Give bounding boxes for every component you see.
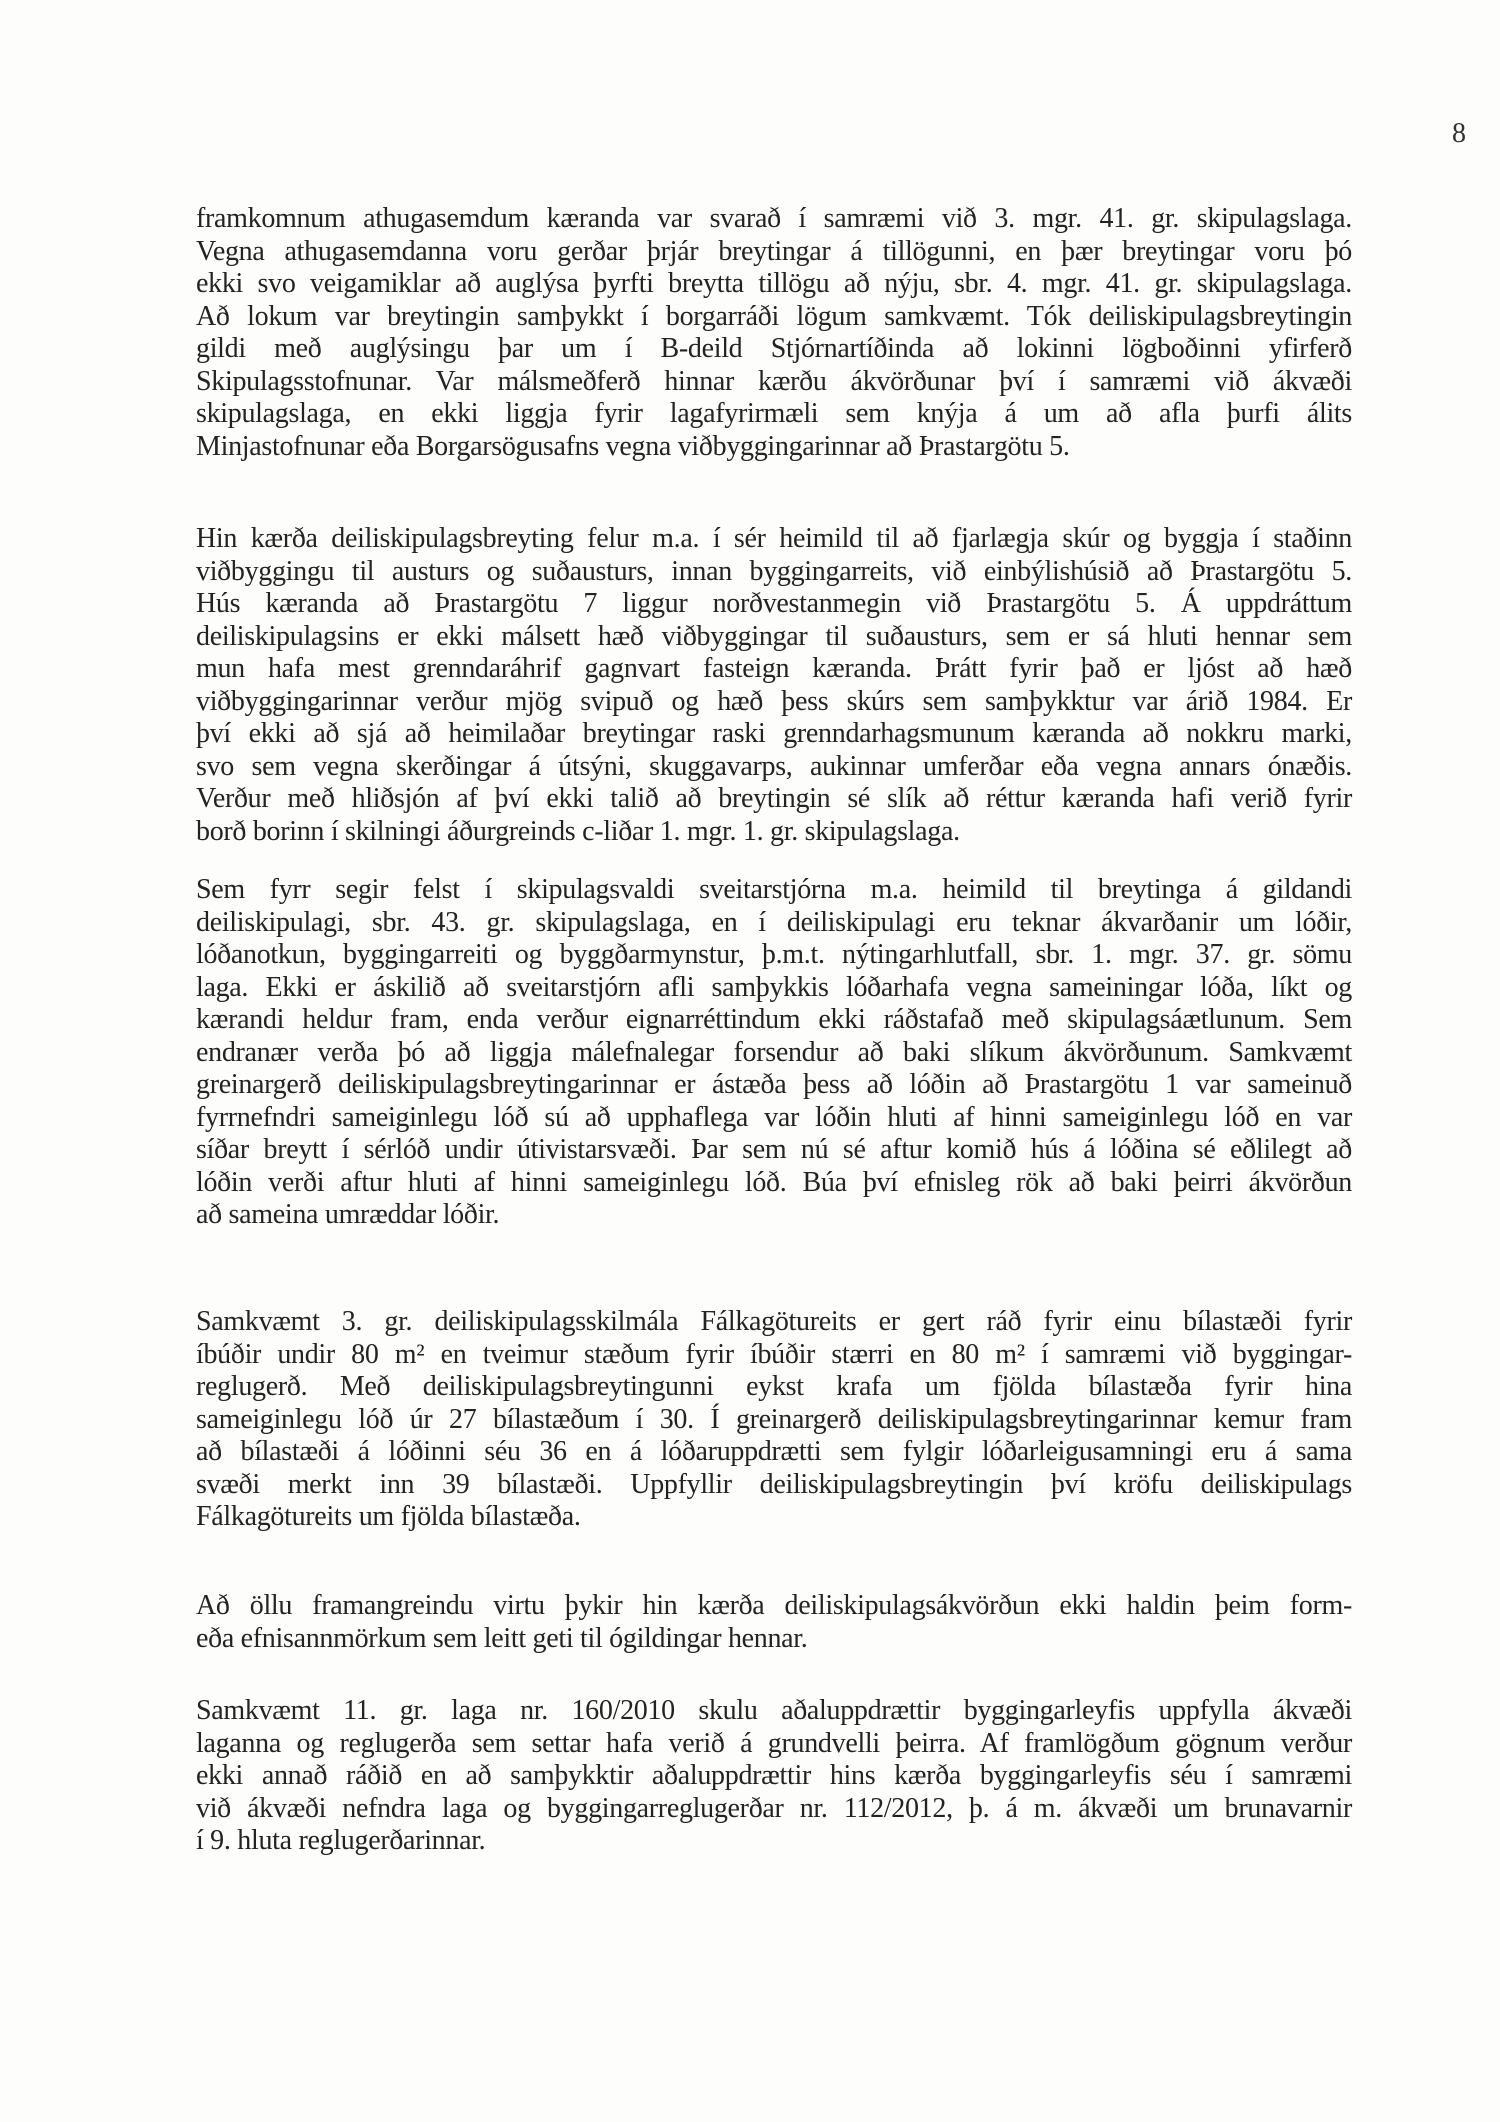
text-line: að bílastæði á lóðinni séu 36 en á lóðaruppdrætti sem fylgir lóðarleigusamningi eru á sama: [196, 1436, 1352, 1467]
text-line: laga. Ekki er áskilið að sveitarstjórn afli samþykkis lóðarhafa vegna sameiningar lóða, líkt og: [196, 971, 1352, 1003]
paragraph: [196, 1590, 1352, 1655]
text-line: Hús kæranda að Þrastargötu 7 liggur norðvestanmegin við Þrastargötu 5. Á uppdráttum: [196, 588, 1352, 619]
text-line: því ekki að sjá að heimilaðar breytingar raski grenndarhagsmunum kæranda að nokkru marki,: [196, 718, 1352, 749]
text-line: borð borinn í skilningi áðurgreinds c-liðar 1. mgr. 1. gr. skipulagslaga.: [196, 815, 960, 847]
text-line: Samkvæmt 3. gr. deiliskipulagsskilmála Fálkagötureits er gert ráð fyrir einu bílastæði fyrir: [196, 1306, 1352, 1337]
paragraph: [196, 874, 1352, 1232]
text-line: laganna og reglugerða sem settar hafa verið á grundvelli þeirra. Af framlögðum gögnum verður: [196, 1727, 1352, 1759]
text-line: fyrrnefndri sameiginlegu lóð sú að upphaflega var lóðin hluti af hinni sameiginlegu lóð en var: [196, 1101, 1352, 1133]
text-line: Minjastofnunar eða Borgarsögusafns vegna viðbyggingarinnar að Þrastargötu 5.: [196, 430, 1070, 462]
text-line: að sameina umræddar lóðir.: [196, 1199, 500, 1230]
text-line: í 9. hluta reglugerðarinnar.: [196, 1825, 486, 1856]
text-line: skipulagslaga, en ekki liggja fyrir lagafyrirmæli sem knýja á um að afla þurfi álits: [196, 398, 1352, 429]
text-line: svæði merkt inn 39 bílastæði. Uppfyllir deiliskipulagsbreytingin því kröfu deiliskipulags: [196, 1468, 1352, 1500]
text-line: reglugerð. Með deiliskipulagsbreytingunni eykst krafa um fjölda bílastæða fyrir hina: [196, 1371, 1352, 1402]
text-line: sameiginlegu lóð úr 27 bílastæðum í 30. Í greinargerð deiliskipulagsbreytingarinnar kemur fram: [196, 1403, 1352, 1435]
text-line: Að öllu framangreindu virtu þykir hin kærða deiliskipulagsákvörðun ekki haldin þeim form-: [196, 1590, 1352, 1621]
text-line: viðbyggingu til austurs og suðausturs, innan byggingarreits, við einbýlishúsið að Þrastargötu 5.: [196, 555, 1352, 587]
text-line: deiliskipulagi, sbr. 43. gr. skipulagslaga, en í deiliskipulagi eru teknar ákvarðanir um lóðir,: [196, 906, 1352, 938]
text-line: Sem fyrr segir felst í skipulagsvaldi sveitarstjórna m.a. heimild til breytinga á gildandi: [196, 874, 1352, 905]
text-line: Vegna athugasemdanna voru gerðar þrjár breytingar á tillögunni, en þær breytingar voru þó: [196, 235, 1352, 267]
text-line: svo sem vegna skerðingar á útsýni, skuggavarps, aukinnar umferðar eða vegna annars ónæðis.: [196, 750, 1352, 782]
text-line: Samkvæmt 11. gr. laga nr. 160/2010 skulu aðaluppdrættir byggingarleyfis uppfylla ákvæði: [196, 1695, 1352, 1726]
text-line: Fálkagötureits um fjölda bílastæða.: [196, 1501, 581, 1532]
text-line: viðbyggingarinnar verður mjög svipuð og hæð þess skúrs sem samþykktur var árið 1984. Er: [196, 685, 1352, 717]
text-line: eða efnisannmörkum sem leitt geti til ógildingar hennar.: [196, 1622, 808, 1654]
text-line: Að lokum var breytingin samþykkt í borgarráði lögum samkvæmt. Tók deiliskipulagsbreytingin: [196, 300, 1352, 332]
paragraph: [196, 203, 1352, 463]
text-line: ekki annað ráðið en að samþykktir aðaluppdrættir hins kærða byggingarleyfis séu í samræmi: [196, 1760, 1352, 1791]
text-line: íbúðir undir 80 m² en tveimur stæðum fyrir íbúðir stærri en 80 m² í samræmi við byggingar-: [196, 1338, 1352, 1370]
text-line: endranær verða þó að liggja málefnalegar forsendur að baki slíkum ákvörðunum. Samkvæmt: [196, 1036, 1352, 1068]
text-line: lóðin verði aftur hluti af hinni sameiginlegu lóð. Búa því efnisleg rök að baki þeirri ákvörðun: [196, 1166, 1352, 1198]
text-line: framkomnum athugasemdum kæranda var svarað í samræmi við 3. mgr. 41. gr. skipulagslaga.: [196, 203, 1352, 234]
text-line: Hin kærða deiliskipulagsbreyting felur m.a. í sér heimild til að fjarlægja skúr og byggja í staðinn: [196, 523, 1352, 554]
text-line: mun hafa mest grenndaráhrif gagnvart fasteign kæranda. Þrátt fyrir það er ljóst að hæð: [196, 653, 1352, 684]
text-line: Skipulagsstofnunar. Var málsmeðferð hinnar kærðu ákvörðunar því í samræmi við ákvæði: [196, 365, 1352, 397]
text-line: deiliskipulagsins er ekki málsett hæð viðbyggingar til suðausturs, sem er sá hluti hennar sem: [196, 620, 1352, 652]
text-line: við ákvæði nefndra laga og byggingarreglugerðar nr. 112/2012, þ. á m. ákvæði um brunavarnir: [196, 1792, 1352, 1824]
text-line: lóðanotkun, byggingarreiti og byggðarmynstur, þ.m.t. nýtingarhlutfall, sbr. 1. mgr. 37. gr. sömu: [196, 939, 1352, 970]
text-line: kærandi heldur fram, enda verður eignarréttindum ekki ráðstafað með skipulagsáætlunum. Sem: [196, 1004, 1352, 1035]
paragraph: [196, 1306, 1352, 1534]
page-number: 8: [1452, 118, 1466, 149]
text-line: gildi með auglýsingu þar um í B-deild Stjórnartíðinda að lokinni lögboðinni yfirferð: [196, 333, 1352, 364]
paragraph: [196, 1695, 1352, 1858]
paragraph: [196, 523, 1352, 848]
text-line: ekki svo veigamiklar að auglýsa þyrfti breytta tillögu að nýju, sbr. 4. mgr. 41. gr. skipulagslaga.: [196, 268, 1352, 299]
text-line: greinargerð deiliskipulagsbreytingarinnar er ástæða þess að lóðin að Þrastargötu 1 var sameinuð: [196, 1069, 1352, 1100]
text-line: Verður með hliðsjón af því ekki talið að breytingin sé slík að réttur kæranda hafi verið fyrir: [196, 783, 1352, 814]
text-line: síðar breytt í sérlóð undir útivistarsvæði. Þar sem nú sé aftur komið hús á lóðina sé eðlilegt að: [196, 1134, 1352, 1165]
